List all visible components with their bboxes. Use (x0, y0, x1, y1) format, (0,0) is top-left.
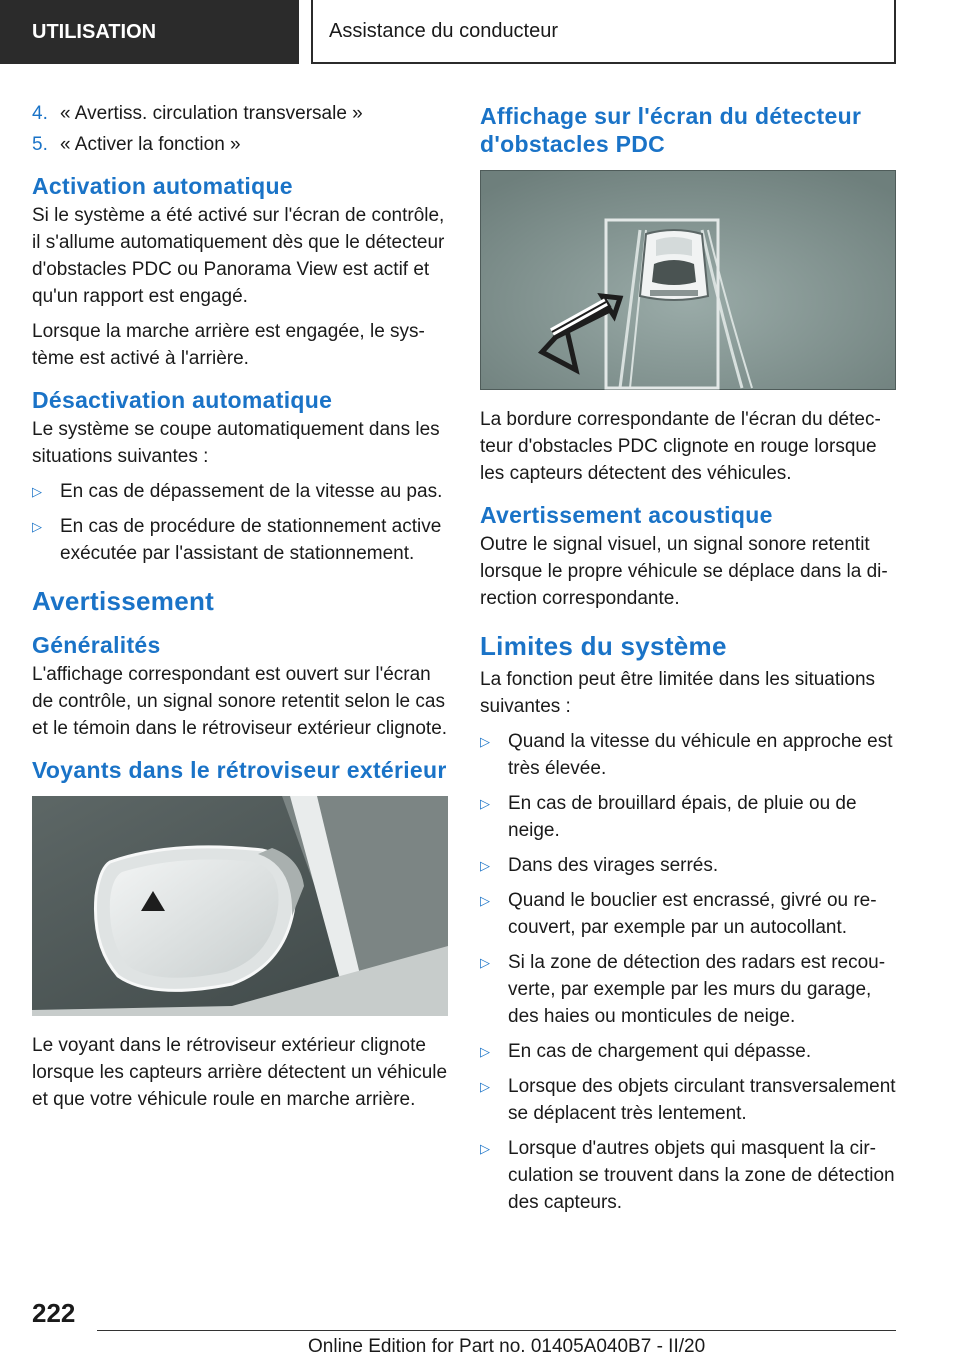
list-item (480, 790, 896, 844)
list-item (480, 949, 896, 1030)
numbered-step-4 (32, 100, 448, 127)
list-item-text: Dans des virages serrés. (508, 855, 719, 876)
list-item-text: Si la zone de détection des radars est recouverte, par exemple par les murs du garage, des haies ou monticules de neige. (508, 952, 886, 1027)
step-number: 4. (32, 103, 48, 124)
auto-deactivation-intro: Le système se coupe automatiquement dans les situations suivantes : (32, 419, 440, 467)
auto-activation-paragraph-1: Si le système a été activé sur l'écran de contrôle, il s'allume automatiquement dès que le détecteur d'obstacles PDC ou Panorama View est actif et qu'un rapport est engagé. (32, 205, 445, 307)
general-paragraph: L'affichage correspondant est ouvert sur l'écran de contrôle, un signal sonore retentit selon le cas et le témoin dans le rétroviseur extérieur clignote. (32, 664, 448, 739)
bullet-triangle-icon: ▷ (480, 1044, 490, 1059)
list-item-text: En cas de procédure de stationnement active exécutée par l'assistant de stationnement. (60, 516, 442, 564)
bullet-triangle-icon: ▷ (480, 893, 490, 908)
bullet-triangle-icon: ▷ (32, 519, 42, 534)
bullet-triangle-icon: ▷ (480, 858, 490, 873)
page-number: 222 (32, 1298, 76, 1328)
auto-activation-paragraph-2: Lorsque la marche arrière est engagée, le système est activé à l'arrière. (32, 321, 425, 369)
list-item-text: Quand la vitesse du véhicule en approche est très élevée. (508, 731, 893, 779)
bullet-triangle-icon: ▷ (480, 1079, 490, 1094)
general-heading: Généralités (32, 632, 161, 658)
pdc-caption: La bordure correspondante de l'écran du détecteur d'obstacles PDC clignote en rouge lorsque les capteurs détectent des véhicules. (480, 409, 881, 484)
header-section-label: UTILISATION (32, 20, 157, 43)
left-column (32, 100, 448, 1121)
acoustic-warning-heading: Avertissement acoustique (480, 502, 773, 528)
bullet-triangle-icon: ▷ (480, 734, 490, 749)
list-item-text: Lorsque d'autres objets qui masquent la circulation se trouvent dans la zone de détection des capteurs. (508, 1138, 895, 1213)
step-text: « Avertiss. circulation transversale » (60, 103, 363, 124)
list-item (480, 1073, 896, 1127)
pdc-screen-illustration (480, 170, 896, 390)
list-item (480, 728, 896, 782)
list-item (480, 852, 896, 879)
list-item (480, 887, 896, 941)
system-limits-heading: Limites du système (480, 631, 727, 661)
header-chapter-tab (311, 0, 896, 64)
list-item-text: En cas de dépassement de la vitesse au pas. (60, 481, 443, 502)
list-item (32, 513, 448, 567)
list-item-text: En cas de brouillard épais, de pluie ou de neige. (508, 793, 857, 841)
list-item-text: En cas de chargement qui dépasse. (508, 1041, 812, 1062)
bullet-triangle-icon: ▷ (480, 1141, 490, 1156)
pdc-display-heading: Affichage sur l'écran du détecteur d'obstacles PDC (480, 103, 862, 157)
auto-deactivation-heading: Désactivation automatique (32, 387, 333, 413)
header-section-tab (0, 0, 299, 64)
footer-divider (97, 1330, 896, 1331)
list-item-text: Lorsque des objets circulant transversalement se déplacent très lentement. (508, 1076, 896, 1124)
header-chapter-label: Assistance du conducteur (329, 19, 559, 42)
list-item (480, 1038, 896, 1065)
system-limits-intro: La fonction peut être limitée dans les situations suivantes : (480, 669, 876, 717)
acoustic-warning-paragraph: Outre le signal visuel, un signal sonore retentit lorsque le propre véhicule se déplace dans la direction correspondante. (480, 534, 888, 609)
right-column (480, 100, 896, 1224)
footer-edition: Online Edition for Part no. 01405A040B7 - II/20 (308, 1336, 706, 1357)
bullet-triangle-icon: ▷ (32, 484, 42, 499)
bullet-triangle-icon: ▷ (480, 796, 490, 811)
list-item-text: Quand le bouclier est encrassé, givré ou recouvert, par exemple par un autocollant. (508, 890, 877, 938)
numbered-step-5 (32, 131, 448, 158)
mirror-caption: Le voyant dans le rétroviseur extérieur clignote lorsque les capteurs arrière détectent un véhicule et que votre véhicule roule en marche arrière. (32, 1035, 448, 1110)
list-item (32, 478, 448, 505)
bullet-triangle-icon: ▷ (480, 955, 490, 970)
step-text: « Activer la fonction » (60, 134, 241, 155)
list-item (480, 1135, 896, 1216)
exterior-mirror-illustration (32, 796, 448, 1016)
warning-heading: Avertissement (32, 586, 215, 616)
mirror-heading: Voyants dans le rétroviseur extérieur (32, 757, 447, 783)
step-number: 5. (32, 134, 48, 155)
auto-activation-heading: Activation automatique (32, 173, 293, 199)
